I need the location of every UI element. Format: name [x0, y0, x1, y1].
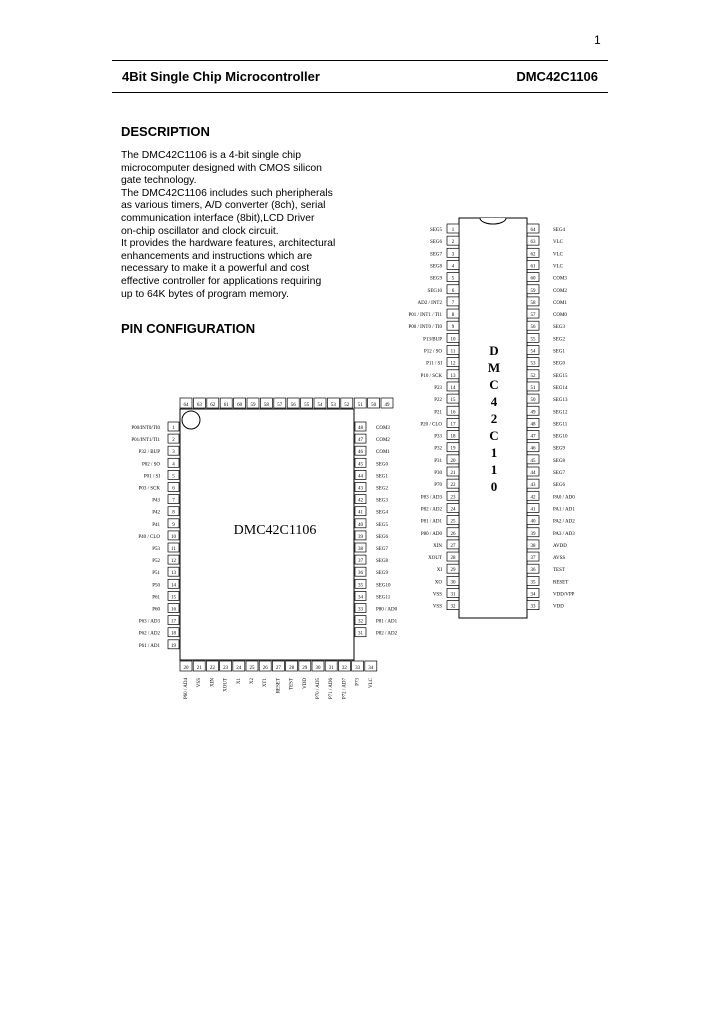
dip-left-pin-number: 4	[451, 264, 455, 270]
dip-right-pin-number: 40	[530, 519, 536, 525]
qfp-top-pin-number: 50	[371, 403, 377, 408]
qfp-right-pin-label: P81 / AD1	[376, 619, 398, 625]
dip-right-pin-label: SEG6	[553, 483, 565, 489]
qfp-bottom-pin-number: 31	[328, 666, 334, 671]
dip-left-pin-number: 26	[450, 531, 456, 537]
dip-left-pin-label: VSS	[432, 604, 442, 610]
qfp-bottom-pin-label: VSS	[197, 678, 203, 688]
dip-right-pin-number: 43	[530, 483, 536, 489]
qfp-right-pin-label: P82 / AD2	[376, 631, 398, 637]
dip-left-pin-label: XIN	[433, 543, 442, 549]
qfp-right-pin-number: 38	[358, 547, 363, 552]
dip-left-pin-label: P31	[434, 458, 442, 464]
dip-right-pin-number: 55	[530, 337, 536, 343]
dip-right-pin-number: 62	[530, 252, 536, 258]
dip-right-pin-number: 38	[530, 543, 536, 549]
qfp-left-pin-number: 11	[171, 547, 176, 552]
qfp-left-pin-label: P61	[152, 595, 160, 601]
qfp-right-pin-number: 41	[358, 510, 363, 516]
dip-right-pin-label: SEG14	[553, 385, 568, 391]
qfp-bottom-pin-label: XIN	[210, 678, 216, 687]
qfp-right-pin-number: 48	[358, 426, 363, 431]
description-line: effective controller for applications requiring	[121, 275, 322, 287]
dip-left-pin-number: 6	[451, 288, 455, 294]
dip-left-pin-label: VSS	[432, 592, 442, 598]
dip-right-pin-label: PA2 / AD2	[553, 519, 575, 525]
qfp-right-pin-number: 39	[358, 534, 363, 540]
dip-left-pin-label: SEG7	[430, 252, 442, 258]
part-number: DMC42C1106	[516, 69, 598, 84]
dip-left-pin-number: 20	[450, 458, 456, 464]
qfp-bottom-pin-number: 24	[236, 666, 242, 671]
qfp-left-pin-number: 19	[171, 643, 176, 649]
dip-chip-label-char: 0	[490, 479, 498, 494]
qfp-right-pin-number: 35	[358, 583, 363, 589]
qfp-right-pin-number: 34	[358, 595, 363, 601]
qfp-top-pin-number: 56	[290, 403, 296, 408]
dip-right-pin-label: RESET	[553, 580, 569, 586]
qfp-left-pin-number: 1	[172, 426, 175, 431]
dip-right-pin-number: 58	[530, 300, 536, 306]
qfp-right-pin-label: SEG7	[376, 547, 388, 552]
qfp-bottom-pin-label: P60 / AD4	[184, 678, 189, 700]
dip-left-pin-label: P10 / SCK	[420, 373, 442, 379]
dip-right-pin-label: COM3	[553, 276, 567, 282]
dip-right-pin-number: 59	[530, 288, 536, 294]
qfp-right-pin-number: 40	[358, 522, 363, 528]
dip-right-pin-number: 49	[530, 410, 536, 416]
dip-right-pin-number: 57	[530, 313, 536, 319]
description-line: up to 64K bytes of program memory.	[121, 288, 289, 300]
qfp-left-pin-number: 15	[171, 595, 176, 601]
qfp-left-pin-number: 16	[171, 607, 176, 613]
dip-left-pin-label: XI	[436, 568, 442, 574]
qfp-bottom-pin-label: XOUT	[223, 678, 229, 692]
dip-left-pin-number: 17	[450, 422, 456, 428]
page-number: 1	[594, 33, 601, 47]
qfp-left-pin-number: 17	[171, 619, 176, 625]
dip-right-pin-number: 33	[530, 604, 536, 610]
dip-left-pin-number: 29	[450, 568, 456, 574]
dip-right-pin-number: 35	[530, 580, 536, 586]
qfp-right-pin-label: SEG8	[376, 559, 388, 565]
dip-right-pin-label: SEG4	[553, 228, 565, 233]
qfp-left-pin-number: 2	[172, 438, 175, 444]
dip-right-pin-number: 37	[530, 556, 536, 562]
dip-left-pin-label: P80 / AD0	[420, 531, 442, 537]
qfp-right-pin-label: COM2	[376, 438, 390, 444]
qfp-top-pin-number: 60	[237, 403, 243, 408]
dip-right-pin-number: 39	[530, 531, 536, 537]
qfp-left-pin-label: P53	[152, 547, 160, 552]
dip-right-pin-number: 34	[530, 592, 536, 598]
dip-left-pin-label: XOUT	[428, 556, 442, 562]
dip-left-pin-number: 5	[451, 276, 455, 282]
dip-right-pin-label: SEG11	[553, 422, 568, 428]
qfp-right-pin-number: 32	[358, 619, 363, 625]
qfp-left-pin-number: 18	[171, 631, 176, 637]
qfp-right-pin-number: 45	[358, 462, 363, 468]
dip-left-pin-label: P83 / AD3	[420, 495, 442, 501]
dip-left-pin-label: SEG10	[427, 288, 442, 294]
qfp-left-pin-number: 9	[172, 522, 175, 528]
dip-left-pin-label: P00 / INT0 / TI0	[408, 325, 442, 331]
qfp-right-pin-number: 37	[358, 559, 363, 565]
dip-right-pin-number: 61	[530, 264, 536, 270]
dip-left-pin-label: SEG5	[430, 228, 442, 233]
dip-left-pin-label: P33	[434, 434, 442, 440]
dip-right-pin-label: COM2	[553, 288, 567, 294]
dip-right-pin-label: PA1 / AD1	[553, 507, 575, 513]
qfp-right-pin-label: SEG11	[376, 595, 391, 601]
qfp-right-pin-label: SEG2	[376, 486, 388, 492]
dip-left-pin-number: 19	[450, 446, 456, 452]
dip-right-pin-label: SEG13	[553, 398, 568, 404]
qfp-bottom-pin-number: 21	[196, 666, 202, 671]
qfp-left-pin-label: P51	[152, 571, 160, 577]
qfp-left-pin-label: P01/INT1/TI1	[131, 438, 160, 444]
qfp-right-pin-number: 36	[358, 571, 363, 577]
qfp-right-pin-label: SEG1	[376, 474, 388, 480]
dip-left-pin-label: SEG9	[430, 276, 442, 282]
qfp-top-pin-number: 63	[196, 403, 202, 408]
qfp-chip-label: DMC42C1106	[233, 523, 317, 538]
dip-right-pin-label: AVDD	[553, 543, 567, 549]
qfp-left-pin-label: P62 / AD2	[138, 631, 160, 637]
dip-chip-label-char: M	[487, 360, 501, 375]
dip-right-pin-label: PA3 / AD3	[553, 531, 575, 537]
qfp-left-pin-label: P00/INT0/TI0	[131, 426, 160, 431]
dip-right-pin-label: AVSS	[553, 556, 566, 562]
dip-left-pin-number: 12	[450, 361, 456, 367]
dip-left-pin-label: AD2 / INT2	[417, 300, 442, 306]
qfp-top-pin-number: 55	[304, 403, 310, 408]
qfp-bottom-pin-number: 28	[289, 666, 295, 671]
qfp-bottom-pin-number: 20	[183, 666, 189, 671]
dip-left-pin-number: 32	[450, 604, 456, 610]
qfp-left-pin-label: P03 / SCK	[138, 486, 160, 492]
qfp-bottom-pin-number: 25	[249, 666, 255, 671]
dip-right-pin-number: 41	[530, 507, 536, 513]
description-line: microcomputer designed with CMOS silicon	[121, 162, 322, 174]
qfp-left-pin-label: P42	[152, 510, 160, 516]
qfp-bottom-pin-number: 23	[223, 666, 229, 671]
dip-right-pin-number: 54	[530, 349, 536, 355]
qfp-bottom-pin-number: 30	[315, 666, 321, 671]
dip-left-pin-label: XO	[434, 580, 442, 586]
qfp-top-pin-number: 53	[330, 403, 336, 408]
qfp-top-pin-number: 58	[263, 403, 269, 408]
dip-left-pin-number: 28	[450, 556, 456, 562]
qfp-left-pin-number: 12	[171, 559, 176, 565]
dip-left-pin-number: 2	[451, 240, 455, 246]
dip-left-pin-label: P81 / AD1	[420, 519, 442, 525]
qfp-left-pin-label: P61 / AD1	[138, 643, 160, 649]
qfp-left-pin-label: P01 / SI	[143, 474, 160, 480]
qfp-bottom-pin-label: RESET	[276, 678, 282, 694]
qfp-left-pin-label: P50	[152, 583, 160, 589]
qfp-left-pin-label: P43	[152, 498, 160, 504]
qfp-bottom-pin-number: 34	[368, 666, 374, 671]
dip-right-pin-label: SEG10	[553, 434, 568, 440]
qfp-right-pin-number: 47	[358, 438, 363, 444]
qfp-right-pin-label: SEG4	[376, 510, 388, 516]
dip-left-pin-label: P70	[434, 483, 442, 489]
dip-left-pin-number: 31	[450, 592, 456, 598]
description-line: on-chip oscillator and clock circuit.	[121, 225, 279, 237]
description-line: necessary to make it a powerful and cost	[121, 263, 310, 275]
qfp-left-pin-number: 8	[172, 510, 175, 516]
qfp-bottom-pin-number: 22	[209, 666, 215, 671]
qfp-top-pin-number: 64	[183, 403, 189, 408]
qfp-bottom-pin-label: P72 / AD7	[342, 678, 348, 700]
dip-left-pin-number: 11	[450, 349, 456, 355]
dip-left-pin-number: 14	[450, 385, 456, 391]
qfp-left-pin-number: 14	[171, 583, 176, 589]
qfp-bottom-pin-number: 33	[355, 666, 361, 671]
dip-left-pin-label: P21	[434, 410, 442, 416]
dip-right-pin-label: SEG3	[553, 325, 565, 331]
dip-right-pin-number: 64	[530, 228, 536, 233]
dip-left-pin-number: 23	[450, 495, 456, 501]
qfp-right-pin-label: SEG0	[376, 462, 388, 468]
dip-right-pin-label: SEG15	[553, 373, 568, 379]
dip-right-pin-label: SEG1	[553, 349, 565, 355]
qfp-right-pin-label: SEG10	[376, 583, 391, 589]
dip-left-pin-number: 7	[451, 300, 455, 306]
qfp-bottom-pin-number: 32	[341, 666, 347, 671]
dip-left-pin-number: 10	[450, 337, 456, 343]
dip-right-pin-label: VLC	[553, 252, 563, 258]
qfp-right-pin-number: 46	[358, 450, 363, 456]
qfp-top-pin-number: 57	[277, 403, 283, 408]
dip-left-pin-label: P32	[434, 446, 442, 452]
qfp-left-pin-number: 7	[172, 498, 175, 504]
qfp-right-pin-number: 42	[358, 498, 363, 504]
qfp-top-pin-number: 49	[384, 403, 390, 408]
dip-chip-label-char: 1	[490, 445, 498, 460]
qfp-right-pin-label: COM3	[376, 426, 390, 431]
dip-left-pin-label: P82 / AD2	[420, 507, 442, 513]
dip-chip-label-char: D	[489, 343, 499, 358]
qfp-bottom-pin-label: XT1	[263, 678, 269, 688]
qfp-right-pin-number: 31	[358, 631, 363, 637]
dip-left-pin-number: 27	[450, 543, 456, 549]
qfp-bottom-pin-label: P73	[355, 678, 361, 686]
dip-left-pin-label: SEG6	[430, 240, 442, 246]
description-line: as various timers, A/D converter (8ch), serial	[121, 200, 326, 212]
dip-right-pin-number: 47	[530, 434, 536, 440]
qfp-bottom-pin-label: P71 / AD6	[329, 678, 335, 700]
qfp-top-pin-number: 52	[344, 403, 350, 408]
dip-right-pin-label: SEG2	[553, 337, 565, 343]
dip-right-pin-label: VLC	[553, 240, 563, 246]
description-heading: DESCRIPTION	[121, 124, 210, 139]
dip-right-pin-number: 52	[530, 373, 536, 379]
dip-right-pin-label: VDD	[553, 604, 564, 610]
dip-left-pin-number: 18	[450, 434, 456, 440]
dip-left-pin-number: 3	[451, 252, 455, 258]
dip-right-pin-number: 63	[530, 240, 536, 246]
dip-right-pin-number: 48	[530, 422, 536, 428]
qfp-left-pin-label: P63 / AD3	[138, 619, 160, 625]
dip-right-pin-label: SEG7	[553, 471, 565, 476]
dip-left-pin-number: 22	[450, 483, 456, 489]
qfp-bottom-pin-label: VDD	[302, 678, 308, 689]
dip-left-pin-label: P22	[434, 398, 442, 404]
qfp-top-pin-number: 62	[210, 403, 216, 408]
description-line: The DMC42C1106 includes such pheripherals	[121, 187, 333, 199]
dip-chip-label-char: C	[489, 377, 499, 392]
qfp-top-pin-number: 59	[250, 403, 256, 408]
dip-right-pin-label: VDD/VPP	[553, 592, 575, 598]
qfp-left-pin-label: P41	[152, 522, 160, 528]
qfp-top-pin-number: 61	[223, 403, 229, 408]
dip-right-pin-label: VLC	[553, 264, 563, 270]
dip-left-pin-label: SEG8	[430, 264, 442, 270]
qfp-left-pin-label: P52	[152, 559, 160, 565]
qfp-right-pin-number: 43	[358, 486, 363, 492]
qfp-top-pin-number: 54	[317, 403, 323, 408]
dip-left-pin-number: 15	[450, 398, 456, 404]
qfp-left-pin-number: 3	[172, 450, 175, 456]
qfp-top-pin-number: 51	[357, 403, 363, 408]
dip-left-pin-number: 1	[451, 228, 455, 233]
dip-left-pin-number: 24	[450, 507, 456, 513]
qfp-bottom-pin-label: P70 / AD5	[316, 678, 321, 700]
pin-config-heading: PIN CONFIGURATION	[121, 321, 256, 336]
dip-right-pin-label: SEG9	[553, 446, 565, 452]
qfp-right-pin-label: P80 / AD0	[376, 607, 398, 613]
qfp-right-pin-label: SEG3	[376, 498, 388, 504]
description-line: The DMC42C1106 is a 4-bit single chip	[121, 150, 301, 161]
dip-right-pin-label: TEST	[553, 568, 565, 574]
qfp-bottom-pin-label: VLC	[368, 678, 374, 688]
qfp-left-pin-label: P40 / CLO	[138, 534, 160, 540]
dip-right-pin-label: SEG8	[553, 458, 565, 464]
dip-right-pin-number: 36	[530, 568, 536, 574]
dip-right-pin-number: 53	[530, 361, 536, 367]
dip-chip-label-char: 4	[490, 394, 498, 409]
dip-left-pin-label: P11 / SI	[426, 361, 442, 367]
dip-right-pin-label: SEG12	[553, 410, 568, 416]
dip-left-pin-label: P30	[434, 471, 442, 476]
qfp-left-pin-number: 4	[172, 462, 175, 468]
dip-chip-label-char: C	[489, 428, 499, 443]
dip-left-pin-number: 21	[450, 471, 456, 476]
dip-right-pin-number: 60	[530, 276, 536, 282]
dip-right-pin-number: 51	[530, 385, 536, 391]
dip-left-pin-number: 13	[450, 373, 456, 379]
description-line: gate technology.	[121, 175, 197, 187]
description-line: It provides the hardware features, architectural	[121, 238, 336, 250]
dip-left-pin-label: P23	[434, 385, 442, 391]
qfp-bottom-pin-number: 27	[275, 666, 281, 671]
qfp-bottom-pin-label: X1	[236, 678, 242, 685]
dip-left-pin-label: P12 / SO	[423, 349, 442, 355]
dip-chip-label-char: 1	[490, 462, 498, 477]
description-line: enhancements and instructions which are	[121, 250, 313, 262]
document-title: 4Bit Single Chip Microcontroller	[122, 69, 320, 84]
dip-right-pin-number: 44	[530, 471, 536, 476]
qfp-left-pin-number: 13	[171, 571, 176, 577]
dip-left-pin-number: 9	[451, 325, 455, 331]
qfp-right-pin-number: 33	[358, 607, 363, 613]
qfp-left-pin-number: 5	[172, 474, 175, 480]
dip-left-pin-label: P01 / INT1 / TI1	[408, 313, 442, 319]
qfp-right-pin-label: COM1	[376, 450, 390, 456]
qfp-bottom-pin-number: 26	[262, 666, 268, 671]
dip-left-pin-label: P20 / CLO	[420, 422, 442, 428]
dip-left-pin-number: 30	[450, 580, 456, 586]
description-line: communication interface (8bit),LCD Driver	[121, 212, 315, 224]
dip-right-pin-number: 56	[530, 325, 536, 331]
qfp-bottom-pin-label: TEST	[289, 678, 295, 690]
qfp-left-pin-label: P32 / BUP	[138, 450, 160, 456]
dip-right-pin-label: COM0	[553, 313, 567, 319]
qfp-right-pin-label: SEG5	[376, 522, 388, 528]
dip-right-pin-label: PA0 / AD0	[553, 495, 575, 501]
dip-right-pin-number: 46	[530, 446, 536, 452]
qfp-left-pin-number: 10	[171, 534, 176, 540]
dip-left-pin-number: 8	[451, 313, 455, 319]
dip-right-pin-number: 45	[530, 458, 536, 464]
dip-right-pin-number: 50	[530, 398, 536, 404]
qfp-left-pin-label: P60	[152, 607, 160, 613]
qfp-right-pin-number: 44	[358, 474, 363, 480]
qfp-right-pin-label: SEG9	[376, 571, 388, 577]
dip-right-pin-label: SEG0	[553, 361, 565, 367]
dip-left-pin-number: 25	[450, 519, 456, 525]
qfp-bottom-pin-label: X2	[250, 678, 255, 685]
qfp-right-pin-label: SEG6	[376, 534, 388, 540]
dip-left-pin-label: P13/BUP	[423, 337, 442, 343]
qfp-left-pin-label: P02 / SO	[141, 462, 160, 468]
dip-right-pin-number: 42	[530, 495, 536, 501]
qfp-left-pin-number: 6	[172, 486, 175, 492]
qfp-bottom-pin-number: 29	[302, 666, 308, 671]
dip-left-pin-number: 16	[450, 410, 456, 416]
dip-chip-label-char: 2	[490, 411, 498, 426]
dip-right-pin-label: COM1	[553, 300, 567, 306]
